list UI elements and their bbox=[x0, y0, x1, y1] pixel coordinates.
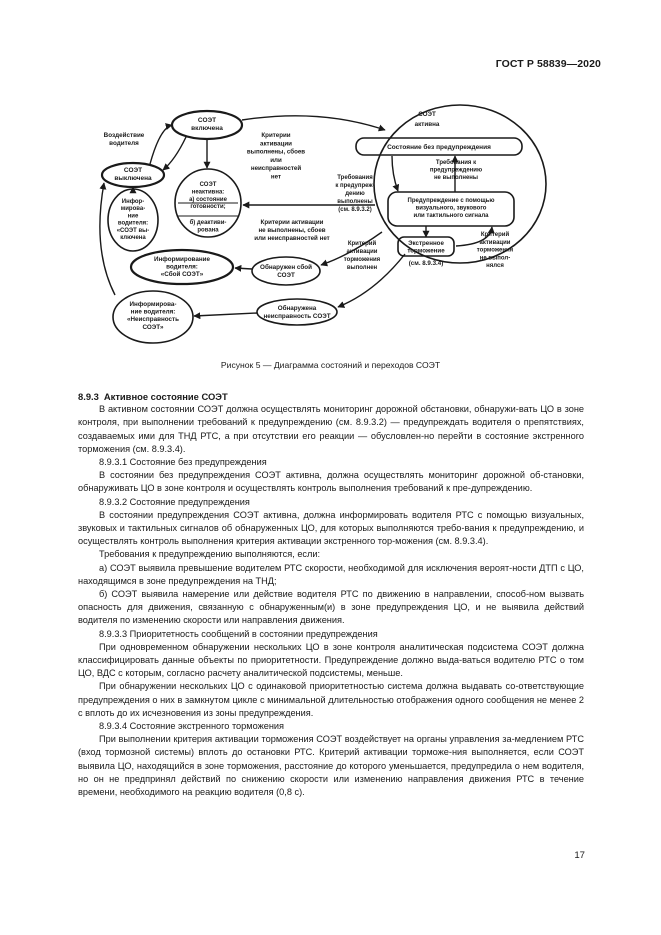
paragraph: В состоянии предупреждения СОЭТ активна, должна информировать водителя РТС с помощью визуальных, звуковых и тактильных сигналов об обнаруженных ЦО, для которых выполняются требо-вания к предупреждению, и осуществлять контроль выполнения критерия активации экстренного тор-можения (см. 8.9.3.4). bbox=[78, 509, 584, 547]
label-soet-on: СОЭТ включена bbox=[191, 117, 223, 132]
label-criteria-mid: Критерии активации не выполнены, сбоев или неисправностей нет bbox=[254, 219, 330, 242]
section-title: Активное состояние СОЭТ bbox=[103, 391, 228, 402]
paragraph: В состоянии без предупреждения СОЭТ активна, должна осуществлять мониторинг дорожной об-становки, обнаруживать ЦО в зоне контроля и осуществлять контроль выполнения требований к пре-дупреждению. bbox=[78, 470, 584, 494]
arrow-fault-to-inform bbox=[194, 313, 257, 316]
node-fail-detected bbox=[252, 257, 320, 285]
label-fail-detected: Обнаружен сбой СОЭТ bbox=[260, 264, 312, 279]
label-emergency: Экстренное торможение bbox=[407, 240, 445, 255]
paragraph: В активном состоянии СОЭТ должна осуществлять мониторинг дорожной обстановки, обнаружи-вать ЦО в зоне контроля, при выполнении требований к предупреждению (см. 8.9.3.2) — предупреждать водителя о препятствиях, создаваемых ими для ТНД РТС, а при отсутствии его реакции — обусловлен-но перейти в состояние экстренного торможения (см. 8.9.3.4). bbox=[78, 404, 584, 454]
label-inform-fault: Информирова-ние водителя: «Неисправность СОЭТ» bbox=[127, 301, 179, 331]
paragraph: Требования к предупреждению выполняются, если: bbox=[99, 549, 321, 560]
label-fault-detected: Обнаружена неисправность СОЭТ bbox=[263, 305, 331, 320]
label-requirements-not-met: Требования к предупреждению не выполнены bbox=[429, 160, 483, 182]
label-inactive-a: а) состояние готовности; bbox=[189, 197, 227, 210]
list-item: а) СОЭТ выявила превышение водителем РТС скорости, необходимой для исключения вероят-ности ДТП с ЦО, находящимся в зоне предупреждения на ТНД; bbox=[78, 562, 584, 586]
label-inform-fail: Информирование водителя: «Сбой СОЭТ» bbox=[153, 256, 211, 278]
subsection-title: 8.9.3.3 Приоритетность сообщений в состоянии предупреждения bbox=[99, 628, 378, 639]
paragraph: При одновременном обнаружении нескольких ЦО в зоне контроля аналитическая подсистема СОЭТ должна классифицировать данные объекты по приоритетности. Предупреждение должно выда-ваться водителю РТС о том ЦО, ВДС с которым, согласно расчету аналитической подсистемы, меньше. bbox=[78, 641, 584, 679]
arrow-on-to-active bbox=[242, 116, 385, 130]
subsection-title: 8.9.3.1 Состояние без предупреждения bbox=[99, 457, 267, 468]
label-inactive-b: б) деактиви-рована bbox=[189, 220, 227, 234]
label-inactive-title: СОЭТ неактивна: bbox=[191, 182, 225, 196]
label-no-warning: Состояние без предупреждения bbox=[387, 144, 491, 151]
label-criteria-not-met: Критерий активации торможения не выпол-нялся bbox=[476, 232, 514, 270]
label-see-8934: (см. 8.9.3.4) bbox=[408, 260, 444, 267]
paragraph: При выполнении критерия активации торможения СОЭТ воздействует на органы управления за-медлением РТС (вход тормозной системы) вплоть до остановки РТС. Критерий активации торможе-ния выполняется, если СОЭТ выявила ЦО, находящийся в зоне торможения, расстояние до которого уменьшается, предупредила о нем водителя, но он не предпринял действий по снижению скорости или изменению направления движения РТС в течение времени, необходимого на реакцию водителя (0,8 с). bbox=[78, 734, 584, 798]
label-soet-active: СОЭТ активна bbox=[414, 111, 440, 128]
section-heading bbox=[78, 390, 584, 403]
subsection-title: 8.9.3.2 Состояние предупреждения bbox=[99, 496, 250, 507]
label-criteria-top: Критерии активации выполнены, сбоев или неисправностей нет bbox=[246, 132, 306, 181]
arrow-no-warning-to-warning bbox=[392, 156, 398, 191]
subsection-title: 8.9.3.4 Состояние экстренного торможения bbox=[99, 721, 285, 732]
section-number: 8.9.3 bbox=[78, 391, 99, 402]
label-criteria-met: Критерий активации торможения выполнен bbox=[343, 241, 381, 271]
label-inform-off: Инфор-мирова-ние водителя: «СОЭТ вы-ключена bbox=[116, 199, 150, 241]
label-driver-action: Воздействие водителя bbox=[103, 132, 145, 147]
state-transition-diagram bbox=[0, 0, 661, 360]
label-warning-state: Предупреждение с помощью визуального, звукового или тактильного сигнала bbox=[407, 198, 495, 220]
paragraph: При обнаружении нескольких ЦО с одинаковой приоритетностью система должна выдавать со-ответствующие предупреждения о них в замкнутом цикле с минимальной длительностью отображения одного сообщения не менее 2 с вплоть до их исчезновения из зоны предупреждения. bbox=[78, 681, 584, 718]
arrow-fail-to-inform bbox=[235, 268, 252, 269]
standard-code: ГОСТ Р 58839—2020 bbox=[495, 58, 601, 70]
label-soet-off: СОЭТ выключена bbox=[114, 167, 152, 182]
arrow-off-to-on bbox=[150, 125, 172, 164]
node-fault-detected bbox=[257, 299, 337, 325]
arrow-on-to-off bbox=[163, 137, 186, 170]
section-content bbox=[78, 390, 584, 799]
figure-caption: Рисунок 5 — Диаграмма состояний и переходов СОЭТ bbox=[220, 360, 441, 370]
list-item: б) СОЭТ выявила намерение или действие водителя РТС по движению в направлении, способ-ном вызвать опасность для движения, связанную с обнаруженным(и) в зоне предупреждения ЦО, и не выявила действий водителя по изменению скорости или направления движения. bbox=[78, 589, 584, 626]
page-number: 17 bbox=[574, 850, 585, 861]
label-requirements-met: Требования к предупреж-дению выполнены (см. 8.9.3.2) bbox=[335, 175, 375, 213]
